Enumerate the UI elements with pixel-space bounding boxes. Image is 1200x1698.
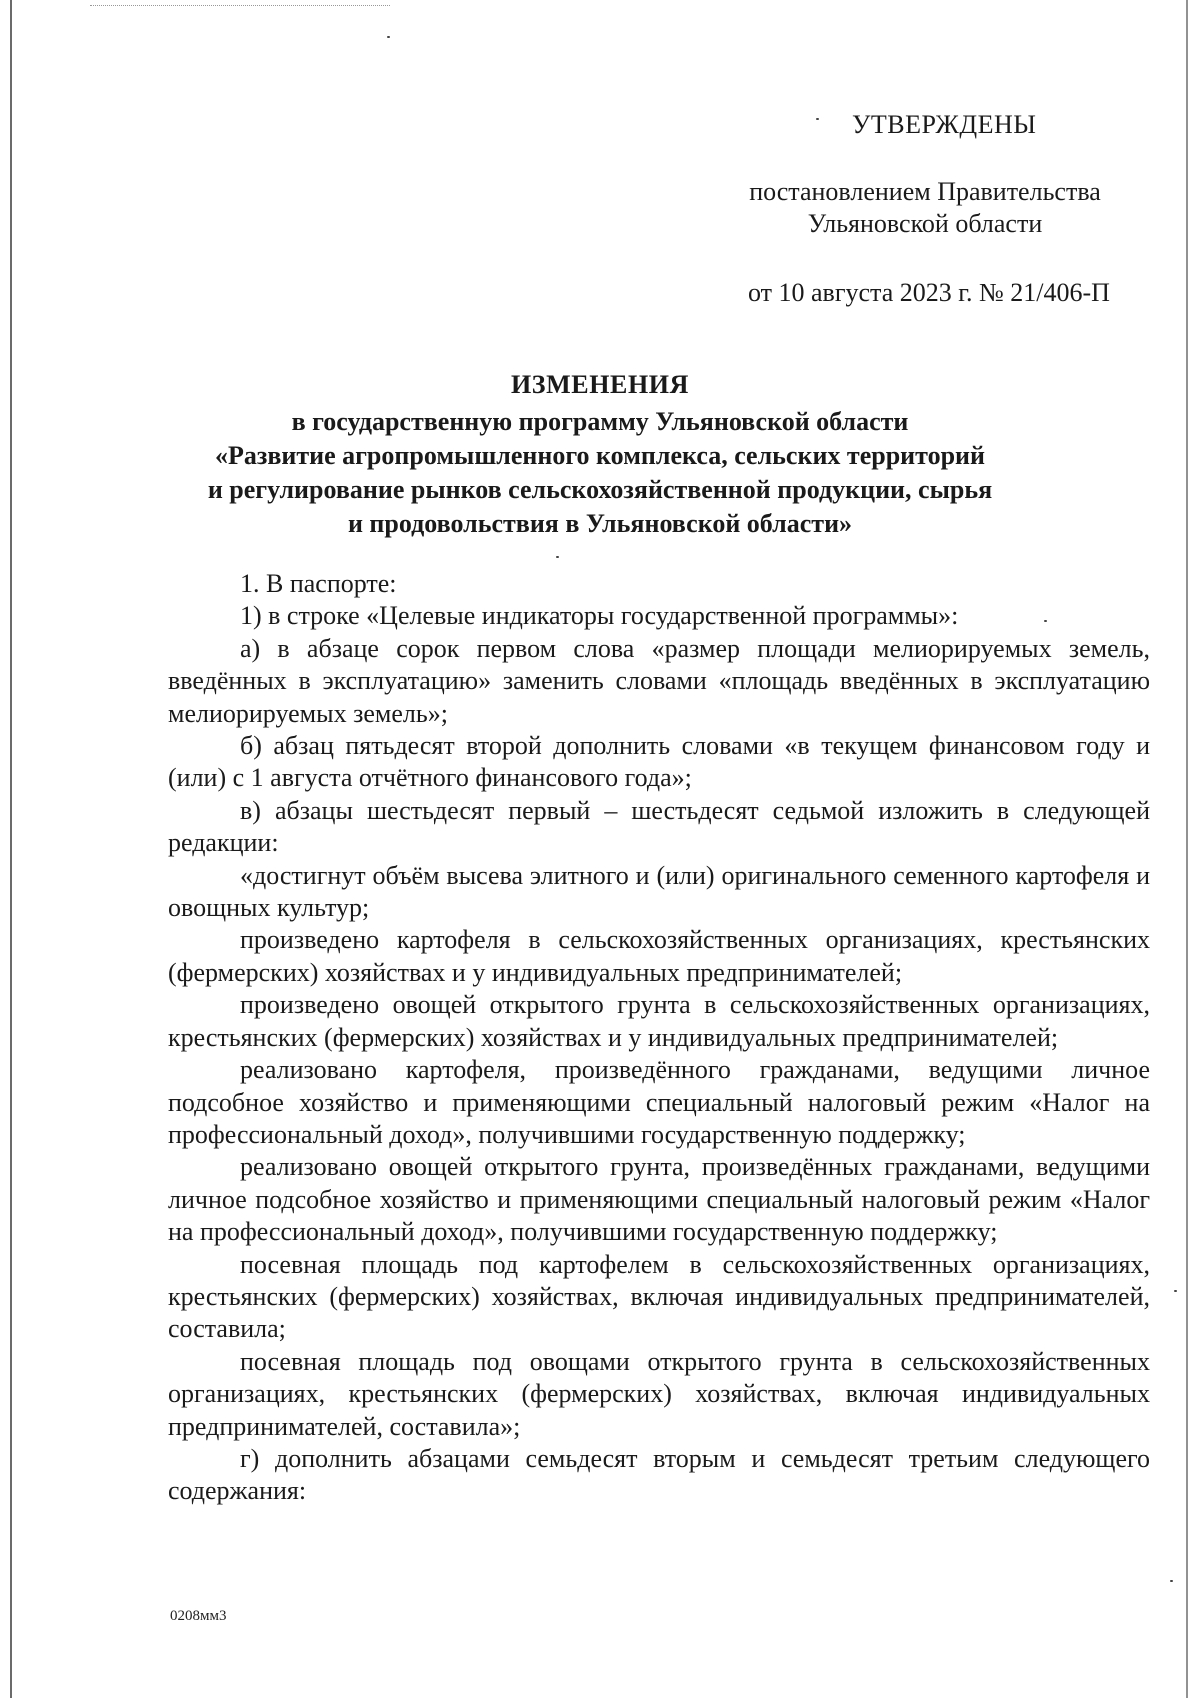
body-paragraph: «достигнут объём высева элитного и (или) оригинального семенного картофеля и овощных культур; bbox=[168, 860, 1150, 923]
scan-left-edge bbox=[10, 0, 12, 1698]
body-paragraph: а) в абзаце сорок первом слова «размер площади мелиорируемых земель, введённых в эксплуатацию» заменить словами «площадь введённых в эксплуатацию мелиорируемых земель»; bbox=[168, 633, 1150, 728]
scan-speck bbox=[1174, 1290, 1177, 1292]
scan-right-edge bbox=[1186, 0, 1188, 1698]
scan-speck bbox=[1170, 1580, 1173, 1582]
body-paragraph: посевная площадь под овощами открытого грунта в сельскохозяйственных организациях, крестьянских (фермерских) хозяйствах, включая индивидуальных предпринимателей, составила»; bbox=[168, 1346, 1150, 1441]
document-subtitle bbox=[180, 405, 1020, 541]
footer-code: 0208мм3 bbox=[170, 1608, 227, 1624]
resolution-line: Ульяновской области bbox=[807, 209, 1043, 238]
scan-speck bbox=[816, 118, 819, 120]
approved-label: УТВЕРЖДЕНЫ bbox=[852, 110, 1037, 139]
body-paragraph: посевная площадь под картофелем в сельскохозяйственных организациях, крестьянских (фермерских) хозяйствах, включая индивидуальных предпринимателей, составила; bbox=[168, 1249, 1150, 1344]
body-paragraph: реализовано овощей открытого грунта, произведённых гражданами, ведущими личное подсобное хозяйство и применяющими специальный налоговый режим «Налог на профессиональный доход», получившими государственную поддержку; bbox=[168, 1152, 1150, 1247]
body-paragraph: произведено картофеля в сельскохозяйственных организациях, крестьянских (фермерских) хозяйствах и у индивидуальных предпринимателей; bbox=[168, 925, 1150, 987]
document-body bbox=[168, 568, 1150, 1508]
body-paragraph: б) абзац пятьдесят второй дополнить словами «в текущем финансовом году и (или) с 1 августа отчётного финансового года»; bbox=[168, 731, 1150, 793]
scan-speck bbox=[556, 556, 559, 558]
body-paragraph: 1. В паспорте: bbox=[240, 569, 397, 598]
body-paragraph: г) дополнить абзацами семьдесят вторым и семьдесят третьим следующего содержания: bbox=[168, 1443, 1150, 1506]
subtitle-line: и регулирование рынков сельскохозяйственной продукции, сырья bbox=[207, 475, 993, 504]
scan-speck bbox=[387, 36, 390, 38]
body-paragraph: в) абзацы шестьдесят первый – шестьдесят седьмой изложить в следующей редакции: bbox=[168, 795, 1150, 858]
resolution-date-number: от 10 августа 2023 г. № 21/406-П bbox=[748, 278, 1110, 307]
body-paragraph: произведено овощей открытого грунта в сельскохозяйственных организациях, крестьянских (фермерских) хозяйствах и у индивидуальных предпринимателей; bbox=[168, 990, 1150, 1052]
resolution-line: постановлением Правительства bbox=[749, 177, 1101, 206]
body-paragraph: реализовано картофеля, произведённого гражданами, ведущими личное подсобное хозяйство и применяющими специальный налоговый режим «Налог на профессиональный доход», получившими государственную поддержку; bbox=[168, 1055, 1150, 1149]
subtitle-line: «Развитие агропромышленного комплекса, сельских территорий bbox=[214, 441, 985, 470]
resolution-block bbox=[700, 176, 1150, 240]
subtitle-line: в государственную программу Ульяновской области bbox=[291, 407, 909, 436]
scan-top-edge bbox=[90, 5, 390, 6]
subtitle-line: и продовольствия в Ульяновской области» bbox=[347, 509, 853, 538]
body-paragraph: 1) в строке «Целевые индикаторы государственной программы»: bbox=[240, 601, 959, 631]
document-title: ИЗМЕНЕНИЯ bbox=[510, 370, 690, 399]
